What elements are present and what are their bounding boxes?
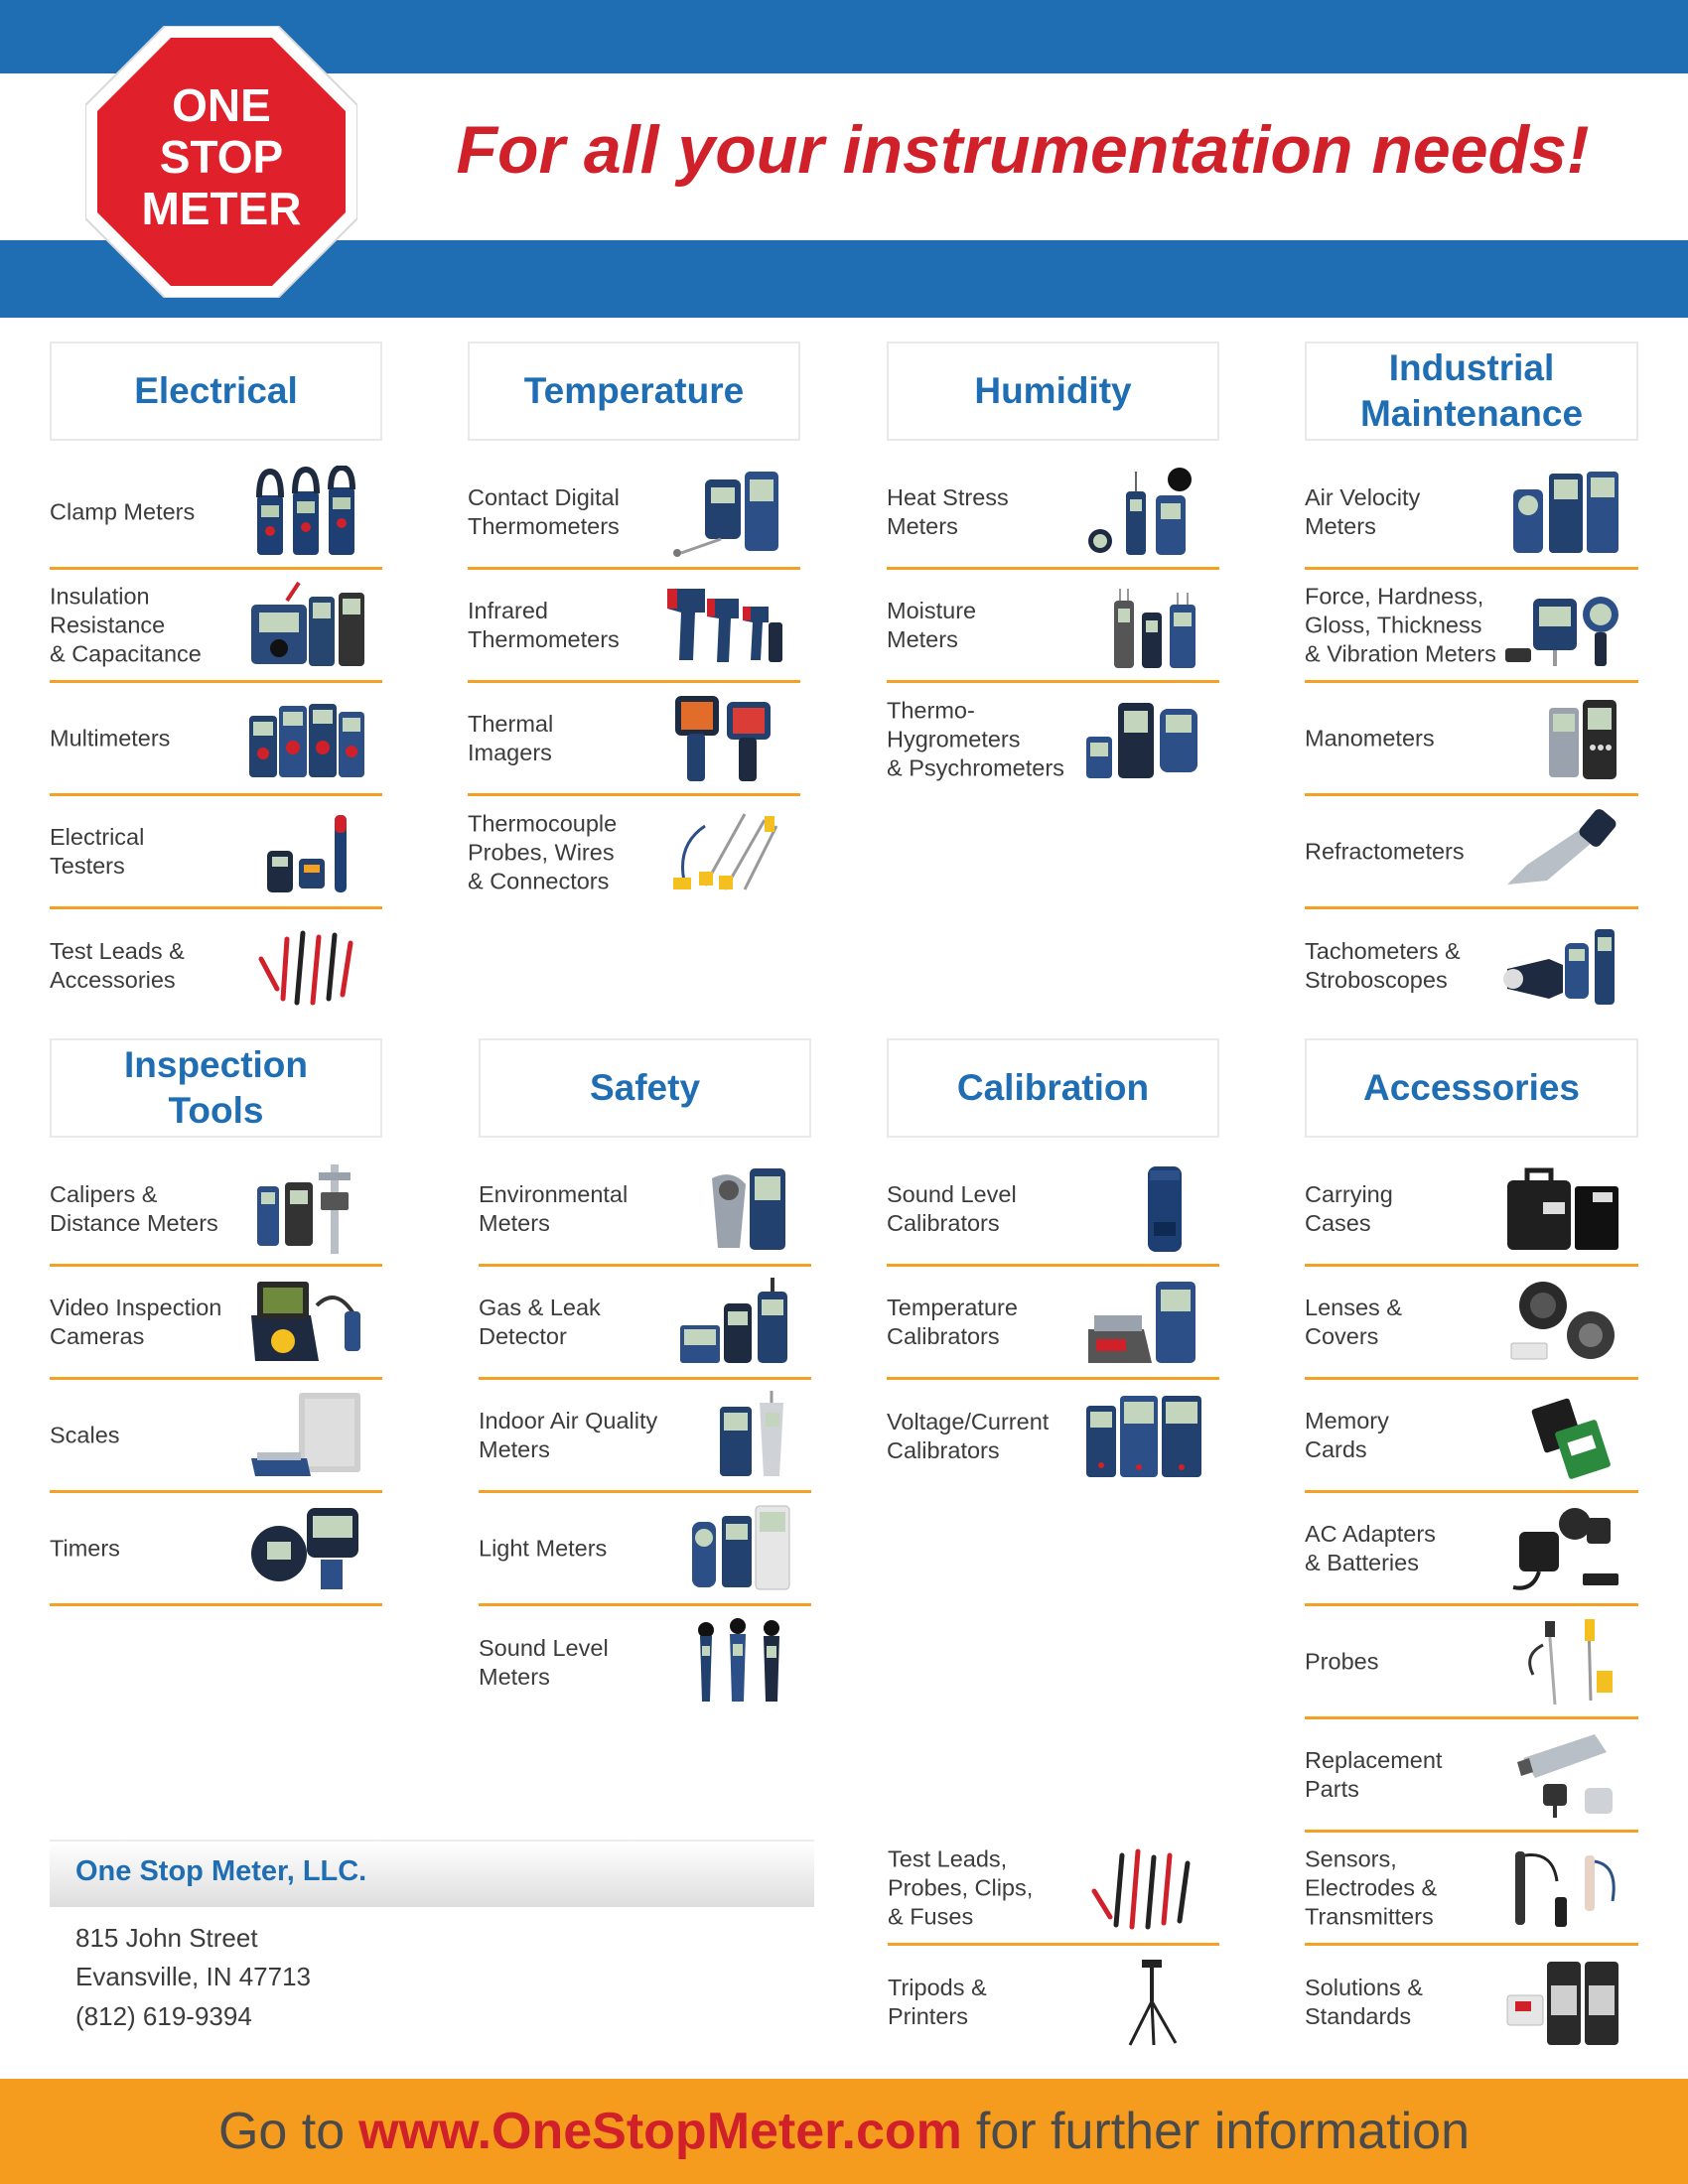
item-label: Heat Stress Meters	[887, 483, 1009, 539]
tagline: For all your instrumentation needs!	[456, 112, 1590, 188]
item-label: AC Adapters & Batteries	[1305, 1520, 1436, 1575]
item-insulation-resistance[interactable]	[50, 570, 382, 683]
item-label: Manometers	[1305, 725, 1435, 751]
item-label: Test Leads & Accessories	[50, 938, 185, 993]
contact-thermometer-icon	[665, 466, 784, 559]
footer-prefix: Go to	[217, 2103, 346, 2160]
category-header-safety: Safety	[479, 1038, 811, 1138]
inspection-camera-icon	[247, 1276, 366, 1369]
company-address-line-1: 815 John Street	[75, 1923, 258, 1953]
item-label: Refractometers	[1305, 838, 1465, 864]
item-label: Electrical Testers	[50, 823, 145, 879]
insulation-tester-icon	[247, 579, 366, 672]
item-infrared-thermometers[interactable]	[468, 570, 800, 683]
item-label: Carrying Cases	[1305, 1180, 1393, 1236]
item-voltage-current-calibrators[interactable]	[887, 1380, 1219, 1493]
item-label: Probes	[1305, 1648, 1379, 1674]
manometer-icon	[1503, 692, 1622, 785]
logo-line-1: ONE	[172, 79, 271, 131]
probe-icon	[1503, 1615, 1622, 1708]
caliper-icon	[247, 1162, 366, 1256]
item-label: Indoor Air Quality Meters	[479, 1407, 658, 1462]
item-indoor-air-quality-meters[interactable]	[479, 1380, 811, 1493]
voltage-calibrator-icon	[1084, 1390, 1203, 1483]
tachometer-icon	[1503, 919, 1622, 1013]
refractometer-icon	[1503, 805, 1622, 898]
item-label: Moisture Meters	[887, 597, 977, 652]
memory-card-icon	[1503, 1389, 1622, 1482]
item-environmental-meters[interactable]	[479, 1154, 811, 1267]
item-label: Lenses & Covers	[1305, 1294, 1402, 1349]
item-test-leads-accessories[interactable]	[50, 909, 382, 1023]
category-header-calibration: Calibration	[887, 1038, 1219, 1138]
force-gauge-icon	[1503, 579, 1622, 672]
category-header-electrical: Electrical	[50, 341, 382, 441]
light-meter-icon	[676, 1502, 795, 1595]
temperature-calibrator-icon	[1084, 1276, 1203, 1369]
replacement-part-icon	[1503, 1728, 1622, 1822]
item-scales[interactable]	[50, 1380, 382, 1493]
category-header-accessories: Accessories	[1305, 1038, 1638, 1138]
item-label: Light Meters	[479, 1535, 608, 1561]
item-timers[interactable]	[50, 1493, 382, 1606]
item-label: Temperature Calibrators	[887, 1294, 1018, 1349]
item-memory-cards[interactable]	[1305, 1380, 1638, 1493]
item-heat-stress-meters[interactable]	[887, 457, 1219, 570]
company-name: One Stop Meter, LLC.	[75, 1855, 367, 1887]
item-label: Sound Level Calibrators	[887, 1180, 1017, 1236]
heat-stress-meter-icon	[1084, 466, 1203, 559]
footer-banner	[0, 2079, 1688, 2184]
environmental-meter-icon	[676, 1162, 795, 1256]
clamp-meter-icon	[247, 466, 366, 559]
thermo-hygrometer-icon	[1084, 693, 1203, 786]
item-label: Contact Digital Thermometers	[468, 483, 620, 539]
category-header-inspection-tools: Inspection Tools	[50, 1038, 382, 1138]
item-thermal-imagers[interactable]	[468, 683, 800, 796]
item-sensors-electrodes[interactable]	[1305, 1833, 1638, 1946]
item-label: Timers	[50, 1535, 120, 1561]
item-label: Infrared Thermometers	[468, 597, 620, 652]
ac-adapter-icon	[1503, 1502, 1622, 1595]
carrying-case-icon	[1503, 1162, 1622, 1256]
item-label: Scales	[50, 1422, 120, 1447]
company-address-line-2: Evansville, IN 47713	[75, 1962, 312, 1991]
item-label: Air Velocity Meters	[1305, 483, 1421, 539]
item-label: Tachometers & Stroboscopes	[1305, 938, 1461, 993]
thermocouple-probe-icon	[665, 806, 784, 899]
item-label: Thermo-Hygrometers & Psychrometers	[887, 697, 1064, 781]
logo-line-2: STOP	[159, 131, 284, 183]
company-bar	[50, 1840, 814, 1907]
item-tachometers[interactable]	[1305, 909, 1638, 1023]
category-header-temperature: Temperature	[468, 341, 800, 441]
item-tripods-printers[interactable]	[888, 1946, 1219, 2059]
category-header-industrial-maintenance: Industrial Maintenance	[1305, 341, 1638, 441]
item-air-velocity-meters[interactable]	[1305, 457, 1638, 570]
item-contact-thermometers[interactable]	[468, 457, 800, 570]
item-label: Memory Cards	[1305, 1407, 1389, 1462]
item-label: Solutions & Standards	[1305, 1975, 1423, 2029]
category-header-humidity: Humidity	[887, 341, 1219, 441]
item-label: Calipers & Distance Meters	[50, 1180, 218, 1236]
item-label: Sensors, Electrodes & Transmitters	[1305, 1845, 1438, 1929]
item-label: Sound Level Meters	[479, 1635, 609, 1690]
item-replacement-parts[interactable]	[1305, 1719, 1638, 1833]
moisture-meter-icon	[1084, 579, 1203, 672]
item-label: Thermal Imagers	[468, 710, 554, 765]
item-probes[interactable]	[1305, 1606, 1638, 1719]
item-sound-level-meters[interactable]	[479, 1606, 811, 1719]
sound-calibrator-icon	[1084, 1162, 1203, 1256]
item-lenses-covers[interactable]	[1305, 1267, 1638, 1380]
item-label: Insulation Resistance & Capacitance	[50, 583, 202, 666]
item-test-leads-probes-clips-fuses[interactable]	[888, 1833, 1219, 1946]
item-label: Multimeters	[50, 725, 171, 751]
sensor-electrode-icon	[1503, 1842, 1622, 1935]
item-light-meters[interactable]	[479, 1493, 811, 1606]
item-label: Test Leads, Probes, Clips, & Fuses	[888, 1845, 1034, 1929]
item-label: Replacement Parts	[1305, 1746, 1443, 1802]
lens-icon	[1503, 1276, 1622, 1369]
test-leads-icon	[1084, 1842, 1203, 1935]
item-label: Video Inspection Cameras	[50, 1294, 222, 1349]
item-manometers[interactable]	[1305, 683, 1638, 796]
item-electrical-testers[interactable]	[50, 796, 382, 909]
multimeter-icon	[247, 692, 366, 785]
stopwatch-icon	[247, 1502, 366, 1595]
one-stop-meter-logo	[85, 26, 357, 298]
item-moisture-meters[interactable]	[887, 570, 1219, 683]
item-thermo-hygrometers[interactable]	[887, 683, 1219, 796]
item-multimeters[interactable]	[50, 683, 382, 796]
item-video-inspection-cameras[interactable]	[50, 1267, 382, 1380]
solution-bottle-icon	[1503, 1956, 1622, 2049]
company-phone: (812) 619-9394	[75, 2001, 252, 2031]
item-thermocouple-probes[interactable]	[468, 796, 800, 909]
item-label: Force, Hardness, Gloss, Thickness & Vibration Meters	[1305, 583, 1496, 666]
item-refractometers[interactable]	[1305, 796, 1638, 909]
footer-suffix: for further information	[975, 2103, 1471, 2160]
tripod-icon	[1084, 1956, 1203, 2049]
item-label: Tripods & Printers	[888, 1975, 987, 2029]
scale-icon	[247, 1389, 366, 1482]
item-sound-level-calibrators[interactable]	[887, 1154, 1219, 1267]
item-solutions-standards[interactable]	[1305, 1946, 1638, 2059]
item-label: Voltage/Current Calibrators	[887, 1409, 1050, 1463]
item-carrying-cases[interactable]	[1305, 1154, 1638, 1267]
gas-detector-icon	[676, 1276, 795, 1369]
anemometer-icon	[1503, 466, 1622, 559]
item-label: Environmental Meters	[479, 1180, 629, 1236]
footer-website-link[interactable]: www.OneStopMeter.com	[358, 2103, 962, 2160]
item-ac-adapters-batteries[interactable]	[1305, 1493, 1638, 1606]
item-gas-leak-detector[interactable]	[479, 1267, 811, 1380]
item-label: Clamp Meters	[50, 498, 196, 524]
logo-line-3: METER	[141, 183, 302, 234]
item-label: Gas & Leak Detector	[479, 1294, 601, 1349]
air-quality-meter-icon	[676, 1389, 795, 1482]
item-clamp-meters[interactable]	[50, 457, 382, 570]
infrared-thermometer-icon	[665, 579, 784, 672]
item-force-hardness-meters[interactable]	[1305, 570, 1638, 683]
item-calipers-distance-meters[interactable]	[50, 1154, 382, 1267]
sound-level-meter-icon	[676, 1616, 795, 1709]
electrical-tester-icon	[247, 805, 366, 898]
test-leads-icon	[247, 919, 366, 1013]
item-temperature-calibrators[interactable]	[887, 1267, 1219, 1380]
item-label: Thermocouple Probes, Wires & Connectors	[468, 810, 618, 894]
thermal-imager-icon	[665, 692, 784, 785]
